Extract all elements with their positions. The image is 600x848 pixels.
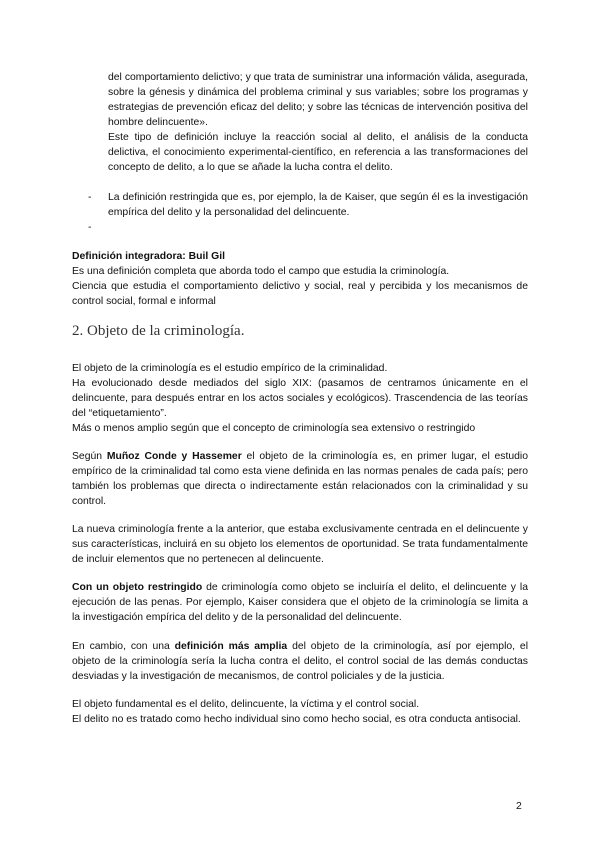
nueva-criminologia-paragraph: La nueva criminología frente a la anterior, que estaba exclusivamente centrada en el delincuente y sus características, incluirá en su objeto los elementos de oportunidad. Se trata fundamentalmente de incluir elementos que no pertenecen al delincuente.: [72, 524, 528, 565]
intro-continuation: [108, 70, 528, 175]
definicion-integradora: [72, 249, 528, 309]
section-paragraph-5: [72, 639, 528, 684]
definicion-amplia-paragraph: En cambio, con una definición más amplia del objeto de la criminología, así por ejemplo, el objeto de la criminología sería la lucha contra el delito, el control social de las demás conductas desviadas y la investigación de mecanismos, de control policiales y de la justicia.: [72, 641, 529, 682]
intro-paragraph-2: Este tipo de definición incluye la reacción social al delito, el análisis de la conducta delictiva, el conocimiento experimental-científico, en referencia a las transformaciones del concepto de delito, a lo que se añade la lucha contra el delito.: [108, 132, 528, 173]
integradora-line-2: Ciencia que estudia el comportamiento delictivo y social, real y percibida y los mecanismos de control social, formal e informal: [72, 281, 528, 307]
integradora-title: Definición integradora: Buil Gil: [72, 251, 225, 262]
bullet-marker-empty: -: [88, 222, 92, 233]
munoz-conde-bold: Muñoz Conde y Hassemer: [106, 451, 242, 462]
definicion-amplia-bold: definición más amplia: [174, 641, 288, 652]
section-paragraph-4: [72, 580, 528, 625]
section-paragraph-1: [72, 361, 528, 436]
bullet-item-restringida: La definición restringida que es, por ejemplo, la de Kaiser, que según él es la investigación empírica del delito y la personalidad del delincuente.: [108, 192, 528, 218]
bullet-marker: -: [88, 192, 92, 203]
objeto-restringido-bold: Con un objeto restringido: [72, 582, 203, 593]
section-heading: 2. Objeto de la criminología.: [72, 323, 245, 339]
section-paragraph-6: [72, 697, 528, 727]
page-number: 2: [516, 801, 522, 812]
objeto-line-3: Más o menos amplio según que el concepto de criminología sea extensivo o restringido: [72, 423, 476, 434]
section-paragraph-3: [72, 522, 528, 567]
objeto-restringido-paragraph: Con un objeto restringido de criminología como objeto se incluiría el delito, el delincuente y la ejecución de las penas. Por ejemplo, Kaiser considera que el objeto de la criminología se limita a la investigación empírica del delito y de la personalidad del delincuente.: [72, 582, 528, 623]
objeto-fundamental-line: El objeto fundamental es el delito, delincuente, la víctima y el control social.: [72, 699, 420, 710]
objeto-line-1: El objeto de la criminología es el estudio empírico de la criminalidad.: [72, 363, 388, 374]
munoz-conde-paragraph: Según Muñoz Conde y Hassemer el objeto de la criminología es, en primer lugar, el estudio empírico de la criminalidad tal como esta viene definida en las normas penales de cada país; pero también los problemas que directa o indirectamente están relacionados con la criminalidad y su control.: [72, 451, 529, 507]
objeto-line-2: Ha evolucionado desde mediados del siglo XIX: (pasamos de centramos únicamente en el delincuente, para después entrar en los actos sociales y ecológicos). Trascendencia de las teorías del “etiquetamiento”.: [72, 378, 528, 419]
intro-paragraph-1: del comportamiento delictivo; y que trata de suministrar una información válida, asegurada, sobre la génesis y dinámica del problema criminal y sus variables; sobre los programas y estrategias de prevención eficaz del delito; y sobre las técnicas de intervención positiva del hombre delincuente».: [108, 72, 528, 128]
integradora-line-1: Es una definición completa que aborda todo el campo que estudia la criminología.: [72, 266, 450, 277]
section-paragraph-2: [72, 449, 528, 509]
delito-social-line: El delito no es tratado como hecho individual sino como hecho social, es otra conducta antisocial.: [72, 714, 521, 725]
